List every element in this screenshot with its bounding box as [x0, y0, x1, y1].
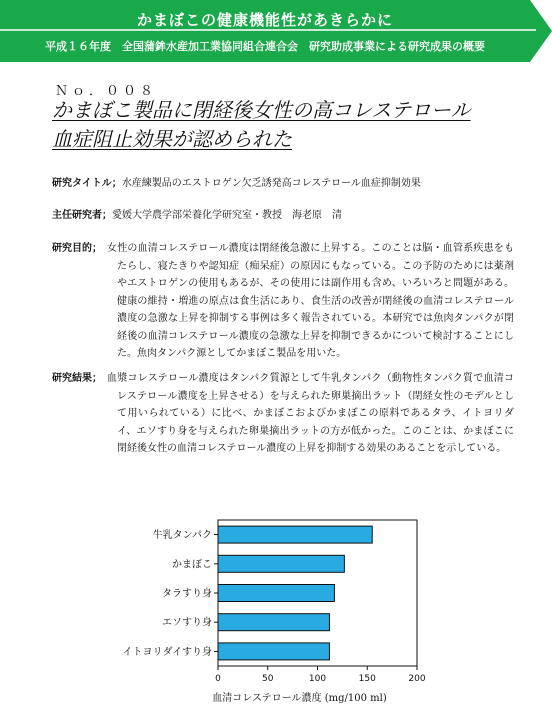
report-number: Ｎｏ．００８ [55, 84, 158, 99]
bar-3 [218, 614, 329, 631]
lead-researcher-value: 愛媛大学農学部栄養化学研究室・教授 海老原 清 [112, 210, 342, 221]
research-title-field [52, 175, 421, 192]
research-purpose-text: 女性の血清コレステロール濃度は閉経後急激に上昇する。このことは脳・血管系疾患をもたらし、寝たきりや認知症（痴呆症）の原因にもなっている。この予防のためには薬剤やエストロゲンの使用もあるが、その使用には副作用も含め、いろいろと問題がある。健康の維持・増進の原点は食生活にあり、食生活の改善が閉経後の血清コレステロール濃度の急激な上昇を抑制する事例は多く報告されている。本研究では魚肉タンパクが閉経後の血清コレステロール濃度の急激な上昇を抑制できるかについて検討することにした。魚肉タンパク源としてかまぼこ製品を用いた。 [107, 243, 514, 359]
x-tick-label-2: 100 [308, 674, 327, 684]
main-title-line-1: かまぼこ製品に閉経後女性の高コレステロール [52, 98, 471, 122]
research-purpose-label: 研究目的； [52, 243, 102, 254]
research-results-label: 研究結果； [52, 373, 102, 384]
x-axis-title: 血清コレステロール濃度 (mg/100 ml) [212, 693, 387, 704]
x-tick-label-4: 200 [408, 674, 426, 684]
bar-1 [218, 555, 344, 572]
lead-researcher-label: 主任研究者； [52, 210, 112, 221]
research-results-section [52, 370, 514, 458]
main-title [52, 96, 522, 154]
main-title-line-2: 血症阻止効果が認められた [52, 127, 292, 151]
research-title-label: 研究タイトル； [52, 178, 122, 189]
bar-4 [218, 643, 329, 660]
research-title-value: 水産練製品のエストロゲン欠乏誘発高コレステロール血症抑制効果 [121, 178, 421, 189]
chart-svg [0, 515, 552, 715]
header-banner [0, 0, 552, 62]
lead-researcher-field [52, 207, 342, 224]
category-label-3: エソすり身 [162, 617, 212, 629]
cholesterol-bar-chart [0, 515, 552, 715]
x-tick-label-1: 50 [262, 674, 274, 684]
banner-title: かまぼこの健康機能性があきらかに [136, 11, 393, 29]
banner-subtitle: 平成１６年度 全国蒲鉾水産加工業協同組合連合会 研究助成事業による研究成果の概要 [45, 40, 485, 53]
bar-2 [218, 585, 334, 602]
research-results-text: 血漿コレステロール濃度はタンパク質源として牛乳タンパク（動物性タンパク質で血清コレステロール濃度を上昇させる）を与えられた卵巣摘出ラット（閉経女性のモデルとして用いられている）に比べ、かまぼこおよびかまぼこの原料であるタラ、イトヨリダイ、エソすり身を与えられた卵巣摘出ラットの方が低かった。このことは、かまぼこに閉経後女性の血清コレステロール濃度の上昇を抑制する効果のあることを示している。 [107, 373, 514, 454]
bar-0 [218, 526, 372, 543]
x-tick-label-0: 0 [215, 674, 221, 684]
research-purpose-section [52, 240, 514, 363]
x-tick-label-3: 150 [358, 674, 376, 684]
category-label-2: タラすり身 [162, 588, 212, 600]
category-label-0: 牛乳タンパク [152, 530, 212, 542]
category-label-1: かまぼこ [172, 559, 212, 571]
category-label-4: イトヨリダイすり身 [122, 646, 212, 658]
